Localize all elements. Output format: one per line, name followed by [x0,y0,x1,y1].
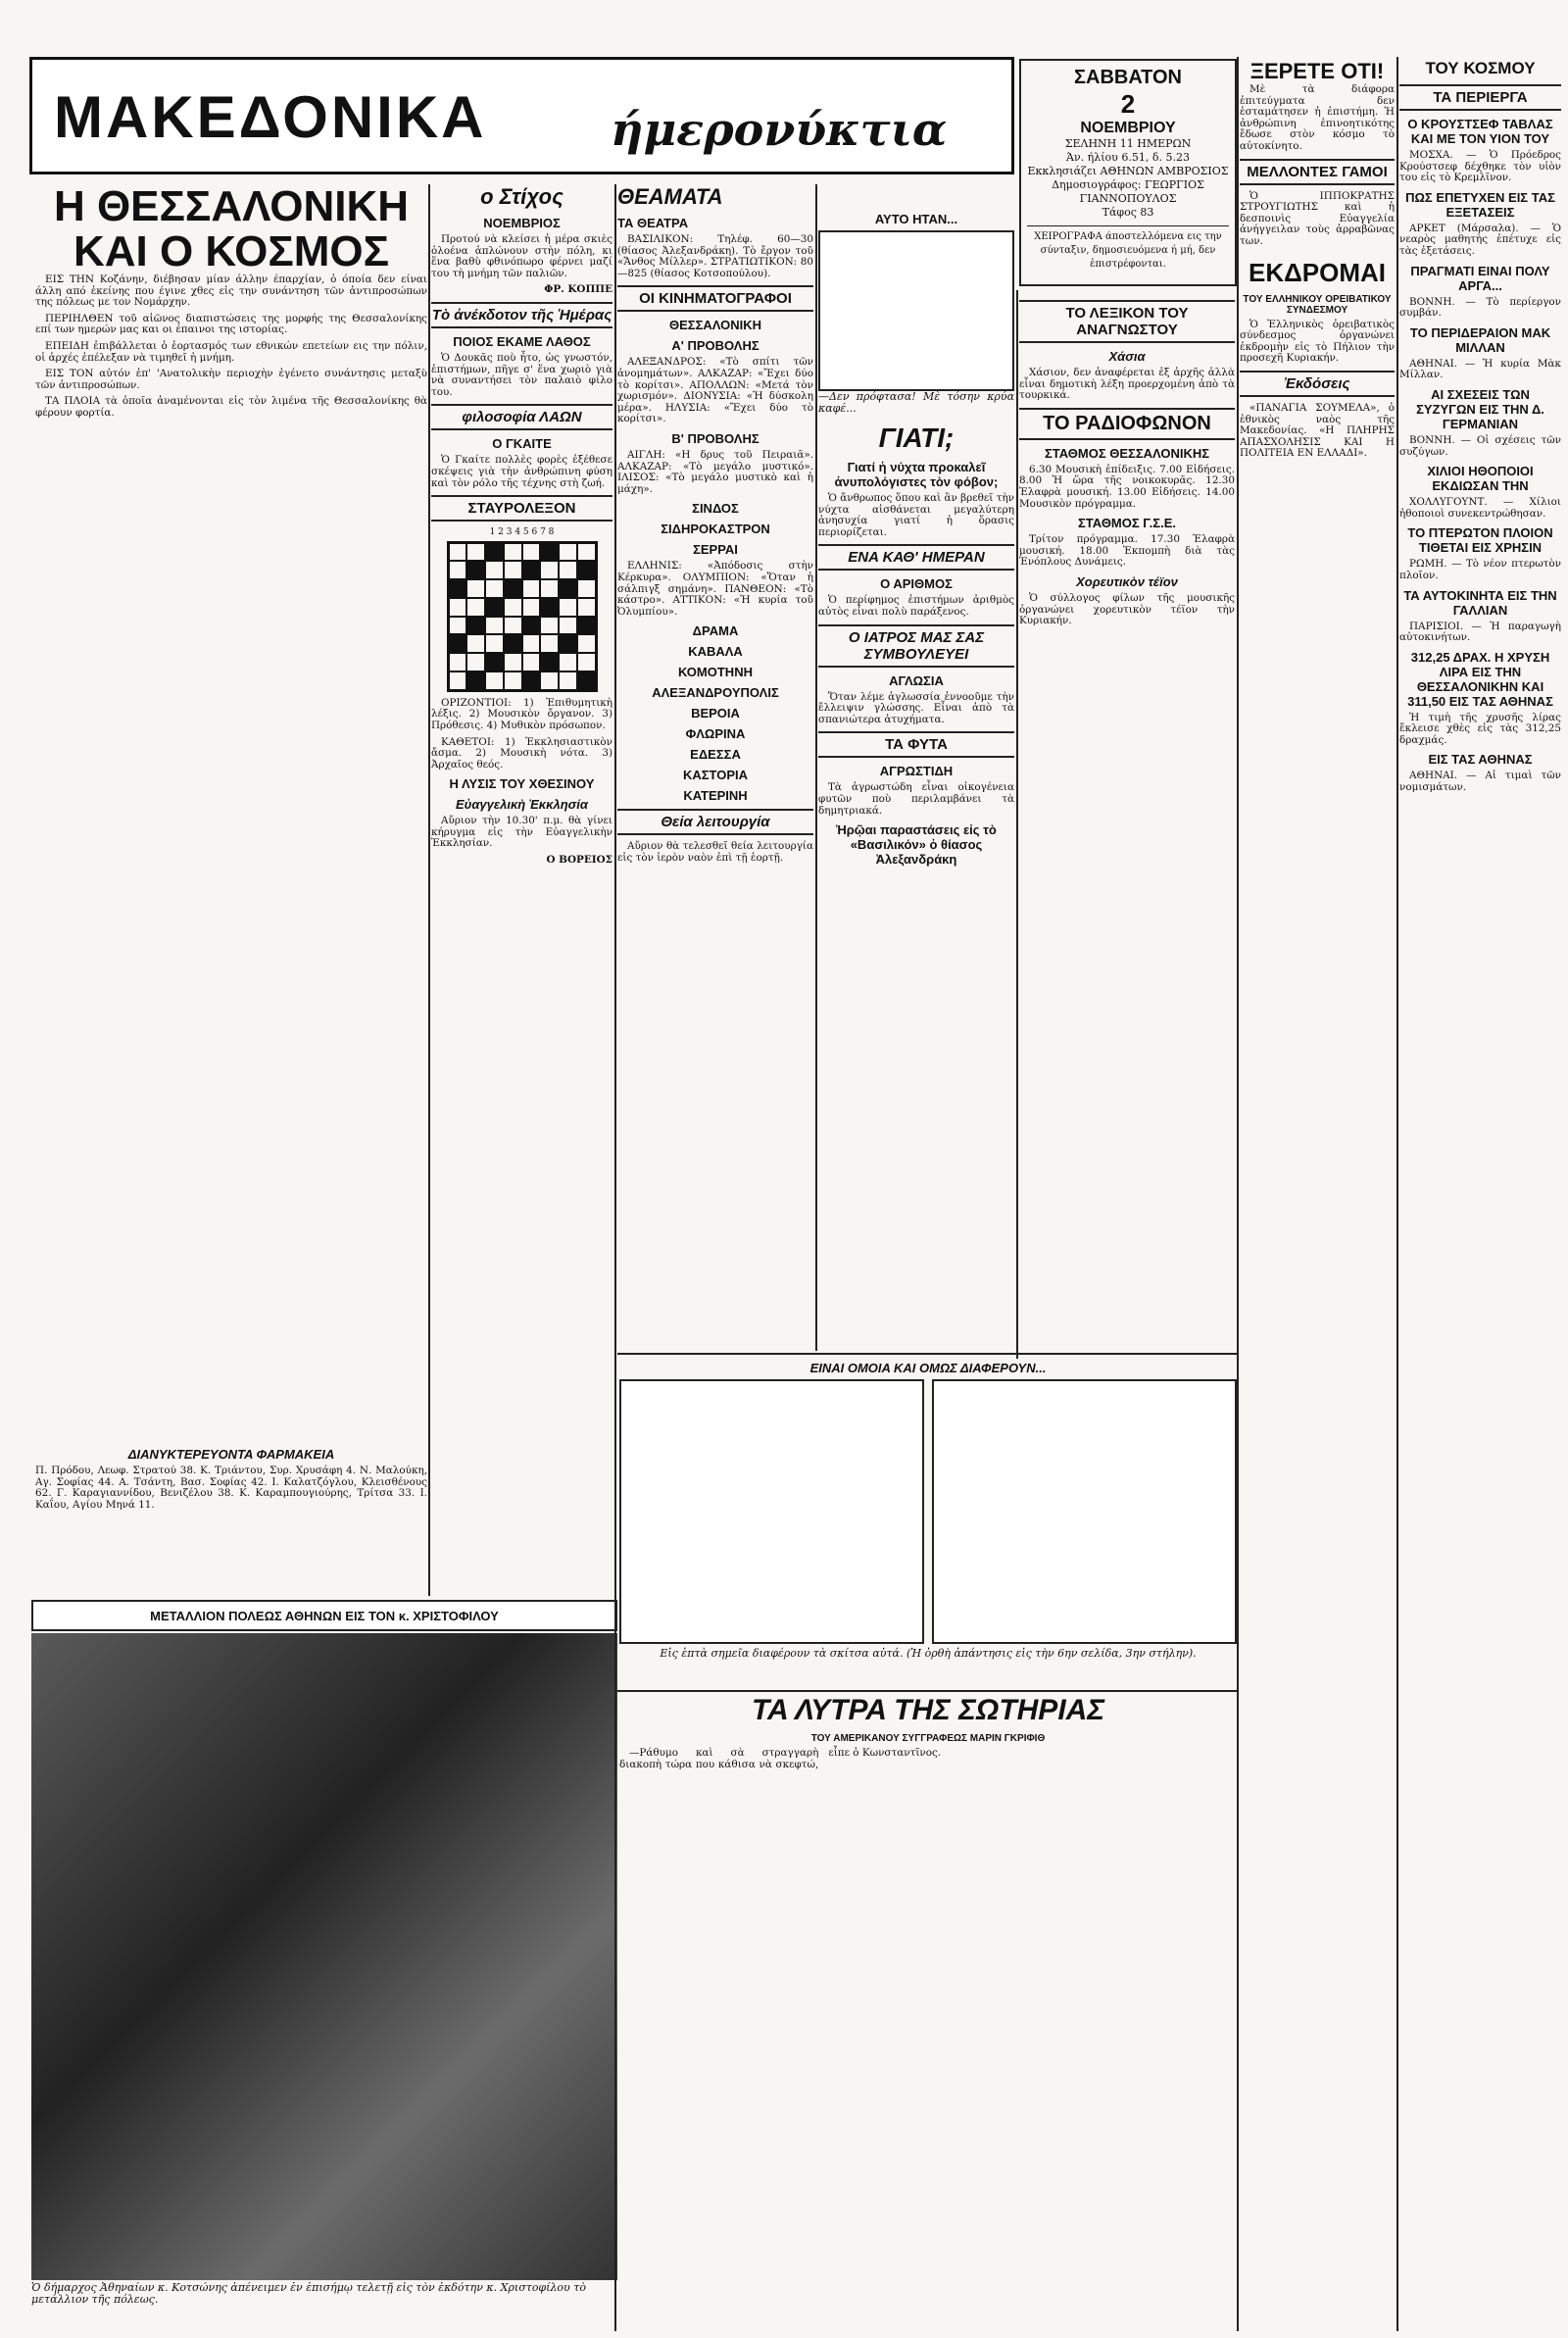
crossword-cell[interactable] [577,634,596,653]
crossword-block [577,561,596,579]
city-heading: ΣΙΝΔΟΣ [692,501,739,517]
column-divider [1016,290,1018,1359]
world-headline: ΤΟ ΠΕΡΙΔΕΡΑΙΟΝ ΜΑΚ ΜΙΛΛΑΝ [1409,324,1551,355]
masthead [29,57,1014,174]
crossword-cell[interactable] [522,543,541,562]
world-text: Ἡ τιμὴ τῆς χρυσῆς λίρας ἔκλεισε χθὲς εἰς τὰς 312,25 δραχμάς. [1399,711,1561,746]
crossword-cell[interactable] [504,543,522,562]
weddings-title: ΜΕΛΛΟΝΤΕΣ ΓΑΜΟΙ [1240,159,1395,185]
col1-paragraph: ΠΕΡΙΗΛΘΕΝ τοῦ αἰῶνος διαπιστώσεις της μορφής της Θεσσαλονίκης επί των ημερών μας και οι έπαινοι της ιστορίας. [35,312,427,336]
dictionary-text: Χάσιον, δεν ἀναφέρεται ἐξ ἀρχῆς ἀλλὰ εἶναι δημοτικὴ λέξη προερχομένη ἀπὸ τὰ τουρκικά. [1019,367,1235,402]
gospel-text: Αὔριον τὴν 10.30' π.μ. θὰ γίνει κήρυγμα εἰς τὴν Εὐαγγελικὴν Ἐκκλησίαν. [431,815,612,850]
crossword-cell[interactable] [466,653,485,672]
doctor-text: Ὅταν λέμε ἀγλωσσία ἐννοοῦμε τὴν ἔλλειψιν γλώσσης. Εἶναι ἀπὸ τὰ σπανιώτερα ἀτυχήματα. [818,690,1014,725]
section-divider [617,1353,1237,1355]
world-text: ΑΡΚΕΤ (Μάρσαλα). — Ὁ νεαρὸς μαθητὴς ἐπέτυχε εἰς τὰς ἐξετάσεις. [1399,222,1561,257]
column-divider [1237,57,1239,2331]
cinema-listings: ΑΛΕΞΑΝΔΡΟΣ: «Τὸ σπίτι τῶν ἀνομημάτων». ΑΛΚΑΖΑΡ: «Ἔχει δύο τὸ κορίτσι». ΑΠΟΛΛΩΝ: «Μετά τὸν χωρισμόν». ΔΙΟΝΥΣΙΑ: «Ἡ δύσκολη μέρα». ΗΛΥΣΙΑ: «Ἔχει δύο τὸ κορίτσι». [617,356,813,425]
pharmacies-list: Π. Πρόδου, Λεωφ. Στρατού 38. Κ. Τριάντου, Συρ. Χρυσάφη 4. Ν. Μαλούκη, Αγ. Σοφίας 44. Α. Τσάντη, Βασ. Σοφίας 42. Ι. Καλατζόγλου, Κλεισθένους 62. Γ. Καραγιαννίδου, Βενιζέλου 38. Κ. Καραμπουγιούρης, Τρίτσα 33. Ι. Καΐου, Αγίου Μηνά 11. [35,1465,427,1511]
cartoon-panel-left [619,1379,924,1644]
crossword-cell[interactable] [485,617,504,635]
crossword-block [504,579,522,598]
crossword-cell[interactable] [522,579,541,598]
regional-listings: ΕΛΛΗΝΙΣ: «Ἀπόδοσις στὴν Κέρκυρα». ΟΛΥΜΠΙΟΝ: «Ὅταν ἡ σάλπιγξ σημάνη». ΠΑΝΘΕΟΝ: «Τὸ κάστρο». ΑΤΤΙΚΟΝ: «Ἡ κυρία τοῦ Ὀλυμπίου». [617,560,813,618]
crossword-cell[interactable] [577,598,596,617]
cartoon-caption: —Δεν πρόφτασα! Μὲ τόσην κρύα καφέ... [818,390,1014,415]
city-heading: ΚΑΣΤΟΡΙΑ [682,768,749,783]
world-subtitle: ΤΑ ΠΕΡΙΕΡΓΑ [1399,84,1561,111]
philosophy-heading: Ο ΓΚΑΙΤΕ [492,436,552,452]
column-divider [614,184,616,2331]
weddings-text: Ὁ ΙΠΠΟΚΡΑΤΗΣ ΣΤΡΟΥΓΙΩΤΗΣ καὶ ἡ δεσποινὶς Εὐαγγελία ἀνήγγειλαν τοὺς ἀρραβῶνας των. [1240,189,1395,247]
radio-station-2: ΣΤΑΘΜΟΣ Γ.Σ.Ε. [1078,516,1176,531]
why-heading: Γιατί ἡ νύχτα προκαλεῖ ἀνυπολόγιστες τὸν φόβον; [834,460,999,489]
crossword-cell[interactable] [466,543,485,562]
spot-difference-title: ΕΙΝΑΙ ΟΜΟΙΑ ΚΑΙ ΟΜΩΣ ΔΙΑΦΕΡΟΥΝ... [809,1361,1047,1375]
date-line-3: Εκκλησιάζει ΑΘΗΝΩΝ ΑΜΒΡΟΣΙΟΣ [1027,165,1229,177]
city-heading: ΣΙΔΗΡΟΚΑΣΤΡΟΝ [661,522,770,537]
serial-text [619,1748,1237,1770]
divine-liturgy-text: Αὔριον θὰ τελεσθεῖ θεία λειτουργία εἰς τὸν ἱερὸν ναὸν ἐπὶ τῇ ἑορτῇ. [617,840,813,864]
crossword-block [449,634,467,653]
anecdote-heading: ΠΟΙΟΣ ΕΚΑΜΕ ΛΑΘΟΣ [453,333,591,349]
photograph [31,1633,617,2280]
anecdote-title: Τὸ ἀνέκδοτον τῆς Ἡμέρας [431,302,612,328]
crossword-block [466,617,485,635]
excursions-title: ΕΚΔΡΟΜΑΙ [1248,257,1387,287]
crossword-block [540,598,559,617]
city-heading: ΦΛΩΡΙΝΑ [685,726,746,742]
publications-text: «ΠΑΝΑΓΙΑ ΣΟΥΜΕΛΑ», ὁ ἐθνικὸς ναὸς τῆς Μακεδονίας. «Η ΠΛΗΡΗΣ ΑΠΑΣΧΟΛΗΣΙΣ ΚΑΙ Η ΠΟΛΙΤΕΙΑ ΕΝ ΕΛΛΑΔΙ». [1240,401,1395,460]
column-3 [617,184,813,1351]
crossword-cell[interactable] [559,617,577,635]
city-heading: ΒΕΡΟΙΑ [691,706,740,721]
crossword-cell[interactable] [522,598,541,617]
crossword-cell[interactable] [504,561,522,579]
crossword-cell[interactable] [559,653,577,672]
crossword-cell[interactable] [559,598,577,617]
daily-title: ΕΝΑ ΚΑΘ' ΗΜΕΡΑΝ [818,544,1014,571]
crossword-cell[interactable] [522,653,541,672]
crossword-block [466,672,485,690]
crossword-block [522,617,541,635]
stichos-text: Προτού νὰ κλείσει ἡ μέρα σκιὲς ὁλοένα ἁπλώνουν στὴν πόλη, κι ἕνα βαθὺ φθινόπωρο φέρνει μαζί του τὴ μνήμη τῶν παλιῶν. [431,233,612,279]
cinema-listings-2: ΑΙΓΛΗ: «Η δρυς τοῦ Πειραιᾶ». ΑΛΚΑΖΑΡ: «Τὸ μεγάλο μυστικό». ΙΛΙΣΟΣ: «Τὸ μεγάλο μυστικὸ καὶ ἡ μάχη». [617,448,813,495]
world-headline: ΤΟ ΠΤΕΡΩΤΟΝ ΠΛΟΙΟΝ ΤΙΘΕΤΑΙ ΕΙΣ ΧΡΗΣΙΝ [1407,525,1553,556]
crossword-cell[interactable] [449,598,467,617]
date-day: ΣΑΒΒΑΤΟΝ [1074,67,1182,88]
theatre-section-title: ΘΕΑΜΑΤΑ [617,184,723,209]
world-headline: ΑΙ ΣΧΕΣΕΙΣ ΤΩΝ ΣΥΖΥΓΩΝ ΕΙΣ ΤΗΝ Δ. ΓΕΡΜΑΝΙΑΝ [1416,386,1544,431]
crossword-cell[interactable] [466,579,485,598]
photo-headline: ΜΕΤΑΛΛΙΟΝ ΠΟΛΕΩΣ ΑΘΗΝΩΝ ΕΙΣ ΤΟΝ κ. ΧΡΙΣΤΟΦΙΛΟΥ [150,1609,499,1623]
crossword-cell[interactable] [504,598,522,617]
date-line-4: Δημοσιογράφος: ΓΕΩΡΓΙΟΣ ΓΙΑΝΝΟΠΟΥΛΟΣ [1052,178,1204,205]
crossword-cell[interactable] [466,634,485,653]
crossword-block [577,672,596,690]
city-heading: ΑΛΕΞΑΝΔΡΟΥΠΟΛΙΣ [652,685,779,701]
masthead-title: ΜΑΚΕΔΟΝΙΚΑ [54,84,487,150]
crossword-block [449,579,467,598]
date-note: ΧΕΙΡΟΓΡΑΦΑ άποστελλόμενα εις την σύνταξιν, δημοσιευόμενα ή μή, δεν ἐπιστρέφονται. [1027,225,1229,272]
cartoon-panel-right [932,1379,1237,1644]
cinema-first-run: Α' ΠΡΟΒΟΛΗΣ [671,338,760,354]
crossword-block [466,561,485,579]
crossword-cell[interactable] [540,672,559,690]
city-heading: ΚΑΒΑΛΑ [688,644,743,660]
crossword-cell[interactable] [449,561,467,579]
world-text: ΧΟΛΛΥΓΟΥΝΤ. — Χίλιοι ἠθοποιοὶ συνεκεντρώθησαν. [1399,496,1561,520]
doctor-title: Ο ΙΑΤΡΟΣ ΜΑΣ ΣΑΣ ΣΥΜΒΟΥΛΕΥΕΙ [818,624,1014,668]
crossword-block [522,672,541,690]
excursions-subtitle: ΤΟΥ ΕΛΛΗΝΙΚΟΥ ΟΡΕΙΒΑΤΙΚΟΥ ΣΥΝΔΕΣΜΟΥ [1243,293,1392,316]
crossword-cell[interactable] [577,653,596,672]
crossword-cell[interactable] [485,672,504,690]
dictionary-heading: Χάσια [1108,349,1146,364]
crossword-cell[interactable] [540,579,559,598]
did-you-know-title: ΞΕΡΕΤΕ ΟΤΙ! [1250,59,1385,83]
crossword-block [485,653,504,672]
crossword-cell[interactable] [449,543,467,562]
crossword-block [504,634,522,653]
column-5 [1019,294,1235,1363]
theatre-listings: ΒΑΣΙΛΙΚΟΝ: Τηλέφ. 60—30 (θίασος Ἀλεξανδράκη). Τὸ ἔργον τοῦ «Ἄνθος Μίλλερ». ΣΤΡΑΤΙΩΤΙΚΟΝ: 80—825 (θίασος Κοτσοπούλου). [617,233,813,279]
crossword-cell[interactable] [577,543,596,562]
crossword-block [559,634,577,653]
world-text: ΒΟΝΝΗ. — Τὸ περίεργον συμβάν. [1399,295,1561,320]
crossword-cell[interactable] [449,672,467,690]
col1-paragraph: ΤΑ ΠΛΟΙΑ τὰ ὁποῖα ἀναμένονται εἰς τὸν λιμένα τῆς Θεσσαλονίκης θὰ φέρουν φορτία. [35,395,427,419]
world-text: ΡΩΜΗ. — Τὸ νέον πτερωτὸν πλοῖον. [1399,558,1561,581]
column-6 [1240,59,1395,2264]
crossword-cell[interactable] [504,617,522,635]
dance-tea-title: Χορευτικὸν τέϊον [1076,573,1178,589]
world-title: ΤΟΥ ΚΟΣΜΟΥ [1425,59,1536,77]
column-1 [35,184,427,1596]
date-month: ΝΟΕΜΒΡΙΟΥ [1080,120,1176,136]
cartoon-image [818,230,1014,391]
city-heading: ΔΡΑΜΑ [692,623,739,639]
pharmacies-box [35,1441,427,1588]
world-text: ΠΑΡΙΣΙΟΙ. — Ἡ παραγωγὴ αὐτοκινήτων. [1399,620,1561,644]
cinema-second-run: Β' ΠΡΟΒΟΛΗΣ [671,430,760,446]
world-text: ΜΟΣΧΑ. — Ὁ Πρόεδρος Κρούστσεφ δέχθηκε τὸν υἱὸν του εἰς τὸ Κρεμλῖνον. [1399,149,1561,184]
date-line-5: Τάφος 83 [1102,206,1154,219]
crossword-cell[interactable] [485,561,504,579]
crossword-cell[interactable] [577,579,596,598]
crossword-cell[interactable] [449,653,467,672]
plants-title: ΤΑ ΦΥΤΑ [818,731,1014,758]
serial-paragraph: —Ράθυμο καὶ σὰ στραγγαρὴ διακοπὴ τώρα που κάθισα νὰ σκεφτώ, εἶπε ὁ Κωνσταντῖνος. [619,1747,942,1770]
col1-paragraph: ΕΙΣ ΤΗΝ Κοζάνην, διέβησαν μίαν άλλην έπαρχίαν, ὁ όποία δεν είναι άλλη από ἐκείνης που έγινε χθες εἰς την συνάντηση τῶν ἀντιπροσώπων της πόλεως με τον Νομάρχην. [35,274,427,309]
crossword-cell[interactable] [466,598,485,617]
city-heading: ΣΕΡΡΑΙ [693,542,738,558]
serial-title: ΤΑ ΛΥΤΡΑ ΤΗΣ ΣΩΤΗΡΙΑΣ [751,1694,1105,1726]
city-heading: ΕΔΕΣΣΑ [690,747,741,763]
cartoon-title: ΑΥΤΟ ΗΤΑΝ... [874,212,958,226]
spot-difference-caption: Εἰς ἑπτὰ σημεῖα διαφέρουν τὰ σκίτσα αὐτά. (Ἡ ὀρθὴ ἀπάντησις εἰς τὴν 6ην σελίδα, 3ην στήλην). [660,1647,1197,1660]
crossword-block [577,617,596,635]
crossword-grid[interactable] [447,541,598,692]
crossword-solution-title: Η ΛΥΣΙΣ ΤΟΥ ΧΘΕΣΙΝΟΥ [449,776,595,792]
crossword-cell[interactable] [559,543,577,562]
col1-paragraph: ΕΙΣ ΤΟΝ αὐτόν ἐπ' 'Ανατολικὴν περιοχὴν ἐγένετο συνάντησις μεταξὺ τῶν ἀντιπροσώπων. [35,368,427,391]
crossword-title: ΣΤΑΥΡΟΛΕΞΟΝ [431,495,612,522]
anecdote-text: Ὁ Δουκᾶς ποὺ ἦτο, ὡς γνωστόν, ἐπιστήμων, πῆγε σ' ἕνα χωριὸ γιὰ νὰ συναντήσει τὸν παλαιὸ φίλο του. [431,351,612,398]
radio-title: ΤΟ ΡΑΔΙΟΦΩΝΟΝ [1019,408,1235,440]
column-divider [428,184,430,1596]
crossword-cell[interactable] [449,617,467,635]
crossword-cell[interactable] [540,634,559,653]
philosophy-text: Ὁ Γκαίτε πολλὲς φορὲς ἐξέθεσε σκέψεις γιὰ τὴν ἀνθρώπινη φύση καὶ τὸν ρόλο τῆς τέχνης στὴ ζωή. [431,454,612,489]
excursions-text: Ὁ Ἑλληνικὸς ὀρειβατικὸς σύνδεσμος ὀργανώνει ἐκδρομὴν εἰς τὸ Πήλιον τὴν προσεχῆ Κυριακήν. [1240,318,1395,365]
spot-difference-panels [619,1379,1237,1644]
world-text: ΑΘΗΝΑΙ. — Αἱ τιμαὶ τῶν νομισμάτων. [1399,770,1561,794]
column-2 [431,184,612,1596]
date-box [1019,59,1237,286]
crossword-across: ΟΡΙΖΟΝΤΙΟΙ: 1) Ἐπιθυμητικὴ λέξις. 2) Μουσικὸν ὄργανον. 3) Πρόθεσις. 4) Μυθικὸν πρόσωπον. [431,696,612,731]
serial-box [619,1694,1237,2331]
dance-tea-text: Ὁ σύλλογος φίλων τῆς μουσικῆς ὀργανώνει χορευτικὸν τέϊον τὴν Κυριακήν. [1019,591,1235,627]
divine-liturgy-title: Θεία λειτουργία [617,809,813,835]
world-headline: ΧΙΛΙΟΙ ΗΘΟΠΟΙΟΙ ΕΚΔΙΩΣΑΝ ΤΗΝ [1427,464,1534,494]
world-headline: Ο ΚΡΟΥΣΤΣΕΦ ΤΑΒΛΑΣ ΚΑΙ ΜΕ ΤΟΝ ΥΙΟΝ ΤΟΥ [1407,117,1553,146]
dictionary-title: ΤΟ ΛΕΞΙΚΟΝ ΤΟΥ ΑΝΑΓΝΩΣΤΟΥ [1019,300,1235,343]
daily-text: Ὁ περίφημος ἐπιστήμων ἀριθμὸς αὐτὸς εἶναι πολὺ παράξενος. [818,594,1014,618]
crossword-block [559,579,577,598]
world-headline: ΠΩΣ ΕΠΕΤΥΧΕΝ ΕΙΣ ΤΑΣ ΕΞΕΤΑΣΕΙΣ [1405,189,1555,220]
crossword-block [540,653,559,672]
date-number: 2 [1120,89,1136,119]
crossword-cell[interactable] [522,634,541,653]
photo-headline-box [31,1600,617,1631]
cinema-city: ΘΕΣΣΑΛΟΝΙΚΗ [669,318,761,333]
crossword-numbers: 1 2 3 4 5 6 7 8 [489,527,555,538]
vasilikon-heading: Ἡρῷαι παραστάσεις εἰς τὸ «Βασιλικόν» ὁ θίασος Ἀλεξανδράκη [836,822,997,868]
crossword-cell[interactable] [559,561,577,579]
radio-program-2: Τρίτον πρόγραμμα. 17.30 Ἐλαφρὰ μουσική. 18.00 Ἐκπομπὴ διὰ τὰς Ἐνόπλους Δυνάμεις. [1019,533,1235,569]
spot-difference-box [619,1355,1237,1688]
why-title: ΓΙΑΤΙ; [878,423,955,453]
why-text: Ὁ ἄνθρωπος ὅπου καὶ ἂν βρεθεῖ τὴν νύχτα αἰσθάνεται μεγαλύτερη ἀνησυχία γιατί ἡ ὅρασις περιορίζεται. [818,492,1014,538]
world-headline: ΕΙΣ ΤΑΣ ΑΘΗΝΑΣ [1428,752,1533,768]
crossword-block [540,543,559,562]
plants-heading: ΑΓΡΩΣΤΙΔΗ [879,764,954,779]
col1-headline: Η ΘΕΣΣΑΛΟΝΙΚΗ ΚΑΙ Ο ΚΟΣΜΟΣ [53,184,410,275]
pharmacies-title: ΔΙΑΝΥΚΤΕΡΕΥΟΝΤΑ ΦΑΡΜΑΚΕΙΑ [127,1447,335,1462]
date-line-2: Άν. ήλίου 6.51, δ. 5.23 [1066,151,1190,164]
photo-caption: Ὁ δήμαρχος Ἀθηναίων κ. Κοτσώνης ἀπένειμεν ἐν ἐπισήμῳ τελετῇ εἰς τὸν ἐκδότην κ. Χριστοφίλου τὸ μετάλλιον τῆς πόλεως. [31,2282,586,2306]
serial-subtitle: ΤΟΥ ΑΜΕΡΙΚΑΝΟΥ ΣΥΓΓΡΑΦΕΩΣ ΜΑΡΙΝ ΓΚΡΙΦΙΘ [810,1733,1046,1744]
theatre-subtitle: ΤΑ ΘΕΑΤΡΑ [617,216,689,230]
crossword-down: ΚΑΘΕΤΟΙ: 1) Ἐκκλησιαστικὸν ἄσμα. 2) Μουσικὴ νότα. 3) Ἀρχαῖος θεός. [431,735,612,771]
masthead-subtitle: ήμερονύκτια [611,103,948,156]
crossword-block [485,598,504,617]
city-heading: ΚΟΜΟΤΗΝΗ [678,665,753,680]
radio-station: ΣΤΑΘΜΟΣ ΘΕΣΣΑΛΟΝΙΚΗΣ [1044,445,1210,461]
plants-text: Τὰ ἀγρωστώδη εἶναι οἰκογένεια φυτῶν ποὺ περιλαμβάνει τὰ δημητριακά. [818,781,1014,817]
date-line-1: ΣΕΛΗΝΗ 11 ΗΜΕΡΩΝ [1064,137,1192,150]
world-text: ΒΟΝΝΗ. — Οἱ σχέσεις τῶν συζύγων. [1399,433,1561,458]
world-text: ΑΘΗΝΑΙ. — Ἡ κυρία Μὰκ Μίλλαν. [1399,357,1561,381]
did-you-know-text: Μὲ τὰ διάφορα ἐπιτεύγματα δεν ἐσταμάτησεν ἡ ἐπιστήμη. Ἡ ἀνθρώπινη ἐπινοητικότης ἔδωσε στὸν κόσμο τὸ αὐτοκίνητο. [1240,83,1395,152]
radio-program: 6.30 Μουσικὴ ἐπίδειξις. 7.00 Εἰδήσεις. 8.00 Ἡ ὥρα τῆς νοικοκυρᾶς. 12.30 Ἐλαφρὰ μουσική. 13.00 Εἰδήσεις. 14.00 Μουσικὸν πρόγραμμα. [1019,463,1235,510]
crossword-block [485,543,504,562]
philosophy-title: φιλοσοφία ΛΑΩΝ [431,404,612,430]
crossword-cell[interactable] [540,561,559,579]
column-divider [1396,57,1398,2331]
column-4 [818,206,1014,1363]
cinema-title: ΟΙ ΚΙΝΗΜΑΤΟΓΡΑΦΟΙ [617,285,813,312]
world-headline: ΤΑ ΑΥΤΟΚΙΝΗΤΑ ΕΙΣ ΤΗΝ ΓΑΛΛΙΑΝ [1403,587,1557,618]
column-7 [1399,59,1561,2264]
crossword-cell[interactable] [485,579,504,598]
world-headline: 312,25 ΔΡΑΧ. Η ΧΡΥΣΗ ΛΙΡΑ ΕΙΣ ΤΗΝ ΘΕΣΣΑΛΟΝΙΚΗΝ ΚΑΙ 311,50 ΕΙΣ ΤΑΣ ΑΘΗΝΑΣ [1407,649,1553,709]
stichos-title: ο Στίχος [480,184,564,209]
doctor-heading: ΑΓΛΩΣΙΑ [889,672,944,688]
stichos-month: ΝΟΕΜΒΡΙΟΣ [483,216,561,230]
publications-title: Ἐκδόσεις [1240,371,1395,397]
crossword-cell[interactable] [485,634,504,653]
crossword-cell[interactable] [559,672,577,690]
col1-paragraph: ΕΠΕΙΔΗ ἐπιβάλλεται ὁ ἑορτασμός των εθνικών επετείων εις την πόλιν, οἱ ἀρχές ἐπέλεξαν νὰ τιμηθεῖ ἡ μνήμη. [35,339,427,364]
crossword-cell[interactable] [540,617,559,635]
daily-heading: Ο ΑΡΙΘΜΟΣ [880,576,953,592]
gospel-title: Εὐαγγελικὴ Ἐκκλησία [456,797,588,813]
city-heading: ΚΑΤΕΡΙΝΗ [683,788,748,804]
crossword-block [522,561,541,579]
section-divider [617,1690,1237,1692]
stichos-author: ΦΡ. ΚΟΠΠΕ [544,283,612,296]
world-headline: ΠΡΑΓΜΑΤΙ ΕΙΝΑΙ ΠΟΛΥ ΑΡΓΑ... [1410,263,1550,293]
crossword-cell[interactable] [504,653,522,672]
column-divider [815,184,817,1351]
crossword-cell[interactable] [504,672,522,690]
column-signature: Ο ΒΟΡΕΙΟΣ [546,854,612,867]
